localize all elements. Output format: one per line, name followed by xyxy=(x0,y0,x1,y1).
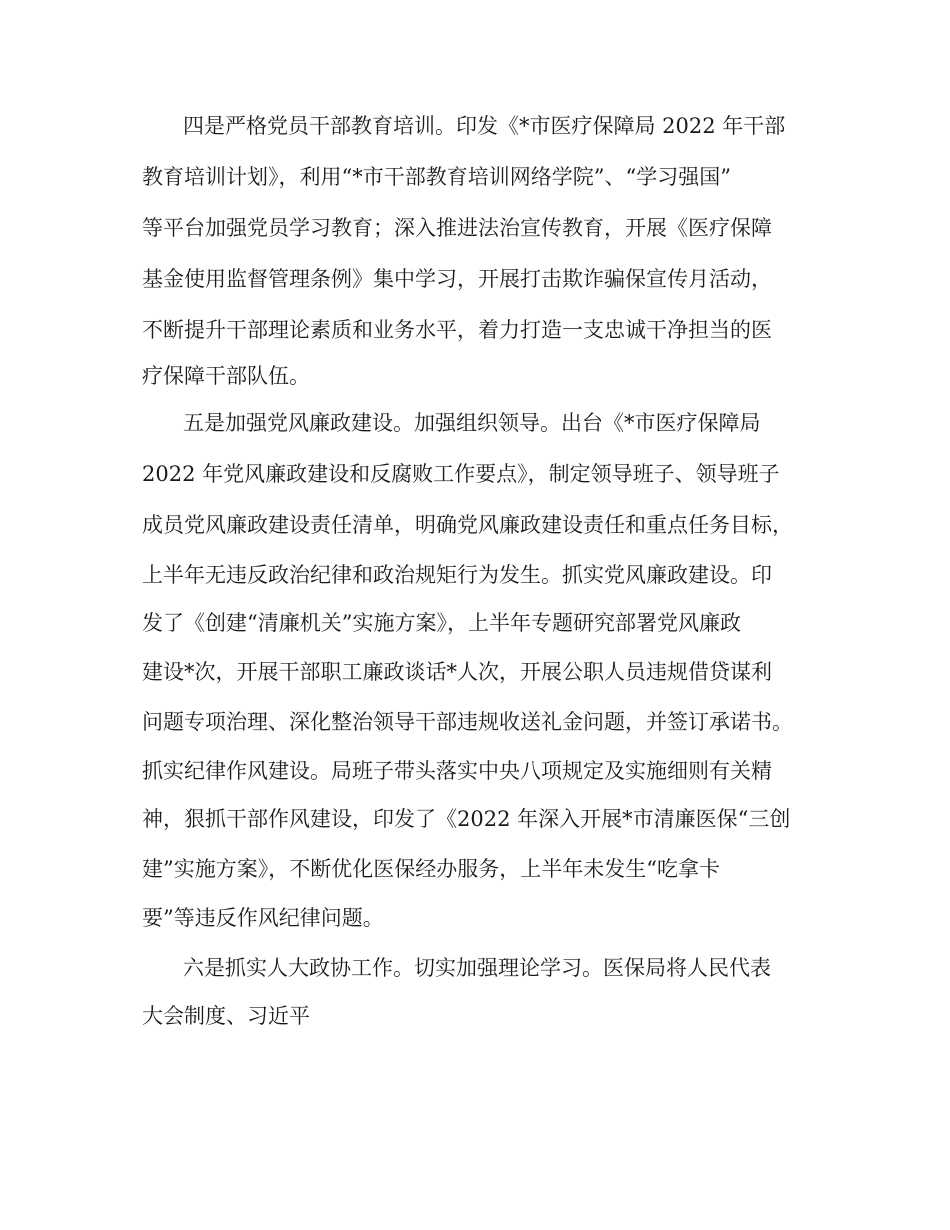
paragraph-5-line-5: 发了《创建“清廉机关”实施方案》，上半年专题研究部署党风廉政 xyxy=(142,611,741,635)
paragraph-6-line-1: 六是抓实人大政协工作。切实加强理论学习。医保局将人民代表 xyxy=(183,956,771,980)
paragraph-4-line-4: 基金使用监督管理条例》集中学习，开展打击欺诈骗保宣传月活动， xyxy=(142,267,772,291)
paragraph-4-line-3: 等平台加强党员学习教育；深入推进法治宣传教育，开展《医疗保障 xyxy=(142,216,772,240)
paragraph-5-line-7: 问题专项治理、深化整治领导干部违规收送礼金问题，并签订承诺书。 xyxy=(142,710,793,734)
paragraph-5-line-2: 2022 年党风廉政建设和反腐败工作要点》，制定领导班子、领导班子 xyxy=(142,462,780,486)
paragraph-5-line-1: 五是加强党风廉政建设。加强组织领导。出台《*市医疗保障局 xyxy=(183,411,761,435)
paragraph-5-line-10: 建”实施方案》，不断优化医保经办服务，上半年未发生“吃拿卡 xyxy=(142,857,720,881)
paragraph-4-line-1: 四是严格党员干部教育培训。印发《*市医疗保障局 2022 年干部 xyxy=(183,114,786,138)
paragraph-6-line-2: 大会制度、习近平 xyxy=(142,1004,310,1028)
paragraph-5-line-3: 成员党风廉政建设责任清单，明确党风廉政建设责任和重点任务目标， xyxy=(142,513,793,537)
paragraph-4-line-2: 教育培训计划》，利用“*市干部教育培训网络学院”、“学习强国” xyxy=(142,165,731,189)
paragraph-5-line-11: 要”等违反作风纪律问题。 xyxy=(142,906,384,930)
paragraph-4-line-6: 疗保障干部队伍。 xyxy=(142,364,310,388)
paragraph-5-line-8: 抓实纪律作风建设。局班子带头落实中央八项规定及实施细则有关精 xyxy=(142,759,772,783)
paragraph-5-line-6: 建设*次，开展干部职工廉政谈话*人次，开展公职人员违规借贷谋利 xyxy=(142,660,772,684)
paragraph-5-line-9: 神，狠抓干部作风建设，印发了《2022 年深入开展*市清廉医保“三创 xyxy=(142,807,791,831)
paragraph-5-line-4: 上半年无违反政治纪律和政治规矩行为发生。抓实党风廉政建设。印 xyxy=(142,563,772,587)
paragraph-4-line-5: 不断提升干部理论素质和业务水平，着力打造一支忠诚干净担当的医 xyxy=(142,318,772,342)
